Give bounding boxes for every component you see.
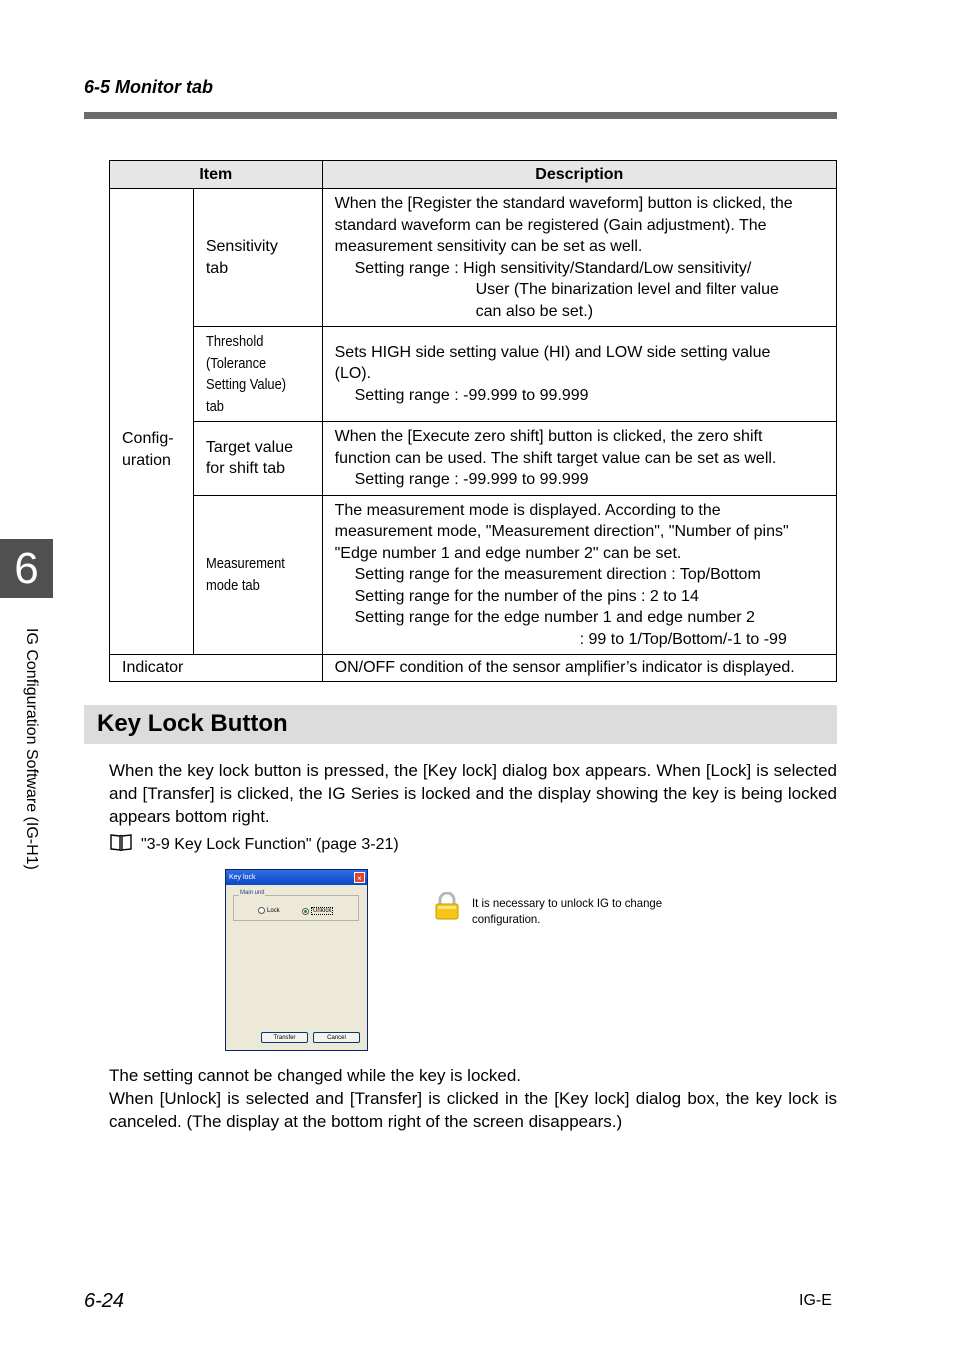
lock-label: Lock (267, 907, 280, 914)
radio-selected-icon (302, 908, 309, 915)
table-row (110, 495, 837, 655)
range-line: Setting range : -99.999 to 99.999 (354, 471, 589, 488)
sub-line: Threshold (205, 333, 264, 350)
sub-line: Setting Value) (205, 376, 286, 393)
desc-target-shift (322, 422, 836, 496)
sub-item-measurement-mode (193, 495, 322, 655)
desc-line: measurement sensitivity can be set as well. (334, 238, 643, 255)
desc-line: When the [Register the standard waveform] button is clicked, the (334, 195, 793, 212)
chapter-tab (0, 539, 53, 598)
table-row-indicator (110, 655, 837, 682)
desc-line: Sets HIGH side setting value (HI) and LOW side setting value (334, 343, 771, 361)
indicator-item: Indicator (110, 655, 323, 682)
lock-notice (434, 892, 702, 927)
desc-line: (LO). (334, 365, 372, 383)
intro-paragraph: When the key lock button is pressed, the [Key lock] dialog box appears. When [Lock] is selected and [Transfer] is clicked, the IG Series is locked and the display showing the key is being locked appears bottom right. (109, 761, 837, 826)
range-line: Setting range for the measurement direction : Top/Bottom (354, 566, 761, 583)
sub-line: Measurement (205, 555, 285, 573)
table-row (110, 327, 837, 422)
chapter-number: 6 (14, 543, 39, 593)
desc-line: measurement mode, "Measurement direction", "Number of pins" (334, 523, 789, 540)
section-title: Key Lock Button (97, 710, 288, 737)
lock-message: It is necessary to unlock IG to change configuration. (472, 896, 663, 926)
reference-line (109, 832, 399, 858)
dialog-title: Key lock (229, 874, 256, 881)
main-unit-group (233, 890, 359, 921)
range-line: Setting range : High sensitivity/Standard/Low sensitivity/ (354, 259, 752, 277)
indicator-desc: ON/OFF condition of the sensor amplifier’s indicator is displayed. (322, 655, 836, 682)
range-line: Setting range for the number of the pins : 2 to 14 (354, 587, 699, 605)
header-title: 6-5 Monitor tab (84, 77, 213, 97)
key-lock-dialog (225, 869, 368, 1051)
range-line: can also be set.) (475, 302, 594, 320)
desc-line: The measurement mode is displayed. According to the (334, 501, 721, 519)
sub-line: tab (205, 397, 224, 415)
range-line: : 99 to 1/Top/Bottom/-1 to -99 (579, 630, 787, 648)
header-rule (84, 112, 837, 119)
transfer-button[interactable]: Transfer (261, 1032, 308, 1043)
padlock-icon (434, 892, 460, 925)
chapter-side-label: IG Configuration Software (IG-H1) (23, 628, 40, 870)
desc-threshold (322, 327, 836, 422)
sub-item-threshold (193, 327, 322, 422)
group-label: Main unit (240, 890, 265, 896)
book-icon (109, 832, 133, 858)
desc-line: standard waveform can be registered (Gain adjustment). The (334, 216, 767, 234)
unlock-label: Unlock (313, 908, 332, 914)
table-row (110, 189, 837, 327)
col-description-header: Description (322, 161, 836, 189)
range-line: Setting range : -99.999 to 99.999 (354, 386, 589, 404)
desc-measurement-mode (322, 495, 836, 655)
outro-paragraph-1: The setting cannot be changed while the key is locked. (109, 1066, 522, 1085)
page-number: 6-24 (84, 1290, 125, 1312)
cancel-button[interactable]: Cancel (313, 1032, 360, 1043)
unlock-radio[interactable] (302, 907, 333, 915)
reference-text: "3-9 Key Lock Function" (page 3-21) (141, 836, 399, 853)
outro-paragraph-2: When [Unlock] is selected and [Transfer] is clicked in the [Key lock] dialog box, the key lock is canceled. (The display at the bottom right of the screen disappears.) (109, 1089, 837, 1131)
sub-line: (Tolerance (205, 354, 267, 372)
desc-line: "Edge number 1 and edge number 2" can be set. (334, 544, 682, 562)
range-line: User (The binarization level and filter value (475, 281, 779, 298)
doc-code: IG-E (799, 1292, 832, 1309)
table-header-row (110, 161, 837, 189)
dialog-titlebar (226, 870, 367, 885)
desc-line: When the [Execute zero shift] button is clicked, the zero shift (334, 428, 763, 445)
col-item-header: Item (110, 161, 323, 189)
close-icon[interactable]: × (354, 872, 365, 883)
sub-item-sensitivity: Sensitivity tab (193, 189, 322, 327)
radio-icon (258, 907, 265, 914)
sub-line: mode tab (205, 576, 260, 594)
category-cell: Config- uration (110, 189, 194, 655)
desc-sensitivity (322, 189, 836, 327)
lock-radio[interactable] (258, 907, 280, 914)
spec-table (109, 160, 837, 682)
table-row (110, 422, 837, 496)
sub-item-target-shift: Target value for shift tab (193, 422, 322, 496)
range-line: Setting range for the edge number 1 and edge number 2 (354, 609, 755, 626)
desc-line: function can be used. The shift target value can be set as well. (334, 449, 777, 467)
